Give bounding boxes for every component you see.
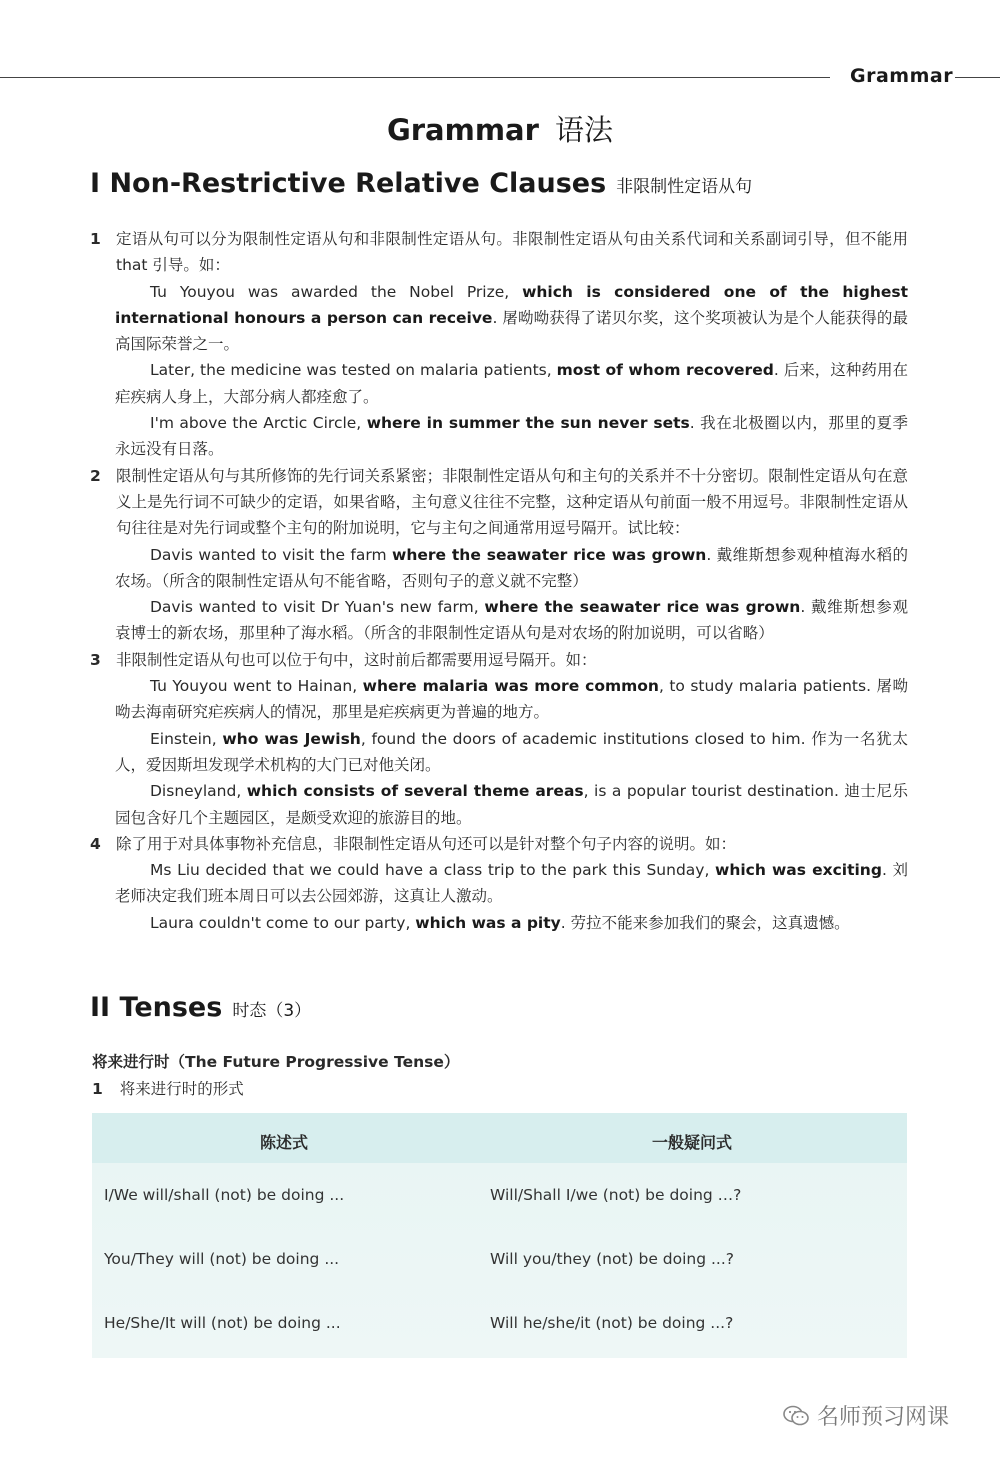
section-2-title: Tenses	[119, 992, 223, 1023]
tense-table	[92, 1113, 907, 1358]
page-title-zh: 语法	[555, 113, 614, 147]
example-clause: where in summer the sun never sets	[366, 414, 690, 433]
subheading-en: （The Future Progressive Tense）	[169, 1053, 460, 1071]
paragraph-number: 4	[90, 834, 101, 853]
example-clause: which consists of several theme areas	[246, 782, 584, 801]
table-cell: You/They will (not) be doing ...	[104, 1250, 340, 1268]
section-1-roman: I	[90, 168, 101, 199]
example-sentence	[115, 410, 908, 463]
example-plain: Later, the medicine was tested on malaria patients,	[150, 361, 557, 380]
example-translation: . 戴维斯想参观袁博士的新农场，那里种了海水稻。（所含的非限制性定语从句是对农场的附加说明，可以省略）	[115, 598, 909, 643]
example-sentence	[115, 357, 908, 410]
example-plain: Laura couldn't come to our party,	[150, 913, 416, 932]
table-cell: He/She/It will (not) be doing ...	[104, 1314, 341, 1332]
example-clause: which is considered one of the highest international honours a person can receive	[115, 282, 908, 327]
example-sentence	[115, 279, 908, 358]
example-translation: , found the doors of academic institutions closed to him. 作为一名犹太人，爱因斯坦发现学术机构的大门已对他关闭。	[115, 729, 908, 774]
example-plain: Davis wanted to visit Dr Yuan's new farm,	[150, 598, 485, 617]
numbered-paragraph	[90, 831, 908, 857]
page-title	[0, 108, 1000, 149]
example-clause: where the seawater rice was grown	[484, 598, 801, 617]
example-clause: which was exciting	[715, 861, 882, 880]
section-heading-2	[90, 992, 311, 1023]
running-header	[0, 32, 1000, 87]
example-translation: . 屠呦呦获得了诺贝尔奖，这个奖项被认为是个人能获得的最高国际荣誉之一。	[115, 308, 908, 354]
sub-item-number: 1	[92, 1080, 103, 1098]
example-plain: Ms Liu decided that we could have a class trip to the park this Sunday,	[150, 861, 716, 880]
subheading-zh: 将来进行时	[92, 1053, 170, 1071]
header-label: Grammar	[850, 65, 954, 87]
example-clause: where malaria was more common	[362, 677, 659, 696]
section-2-title-zh: 时态（3）	[232, 1001, 312, 1021]
section-1-body	[90, 226, 908, 936]
example-translation: , to study malaria patients. 屠呦呦去海南研究疟疾病人的情况，那里是疟疾病更为普遍的地方。	[115, 677, 908, 722]
paragraph-text: 定语从句可以分为限制性定语从句和非限制性定语从句。非限制性定语从句由关系代词和关系副词引导，但不能用 that 引导。如：	[116, 230, 908, 275]
example-clause: where the seawater rice was grown	[392, 545, 707, 564]
example-plain: Tu Youyou was awarded the Nobel Prize,	[150, 282, 523, 301]
paragraph-text: 非限制性定语从句也可以位于句中，这时前后都需要用逗号隔开。如：	[116, 650, 597, 669]
example-translation: . 后来，这种药用在疟疾病人身上，大部分病人都痊愈了。	[115, 361, 909, 406]
page-title-en: Grammar	[386, 113, 539, 147]
section-1-title-zh: 非限制性定语从句	[616, 177, 753, 197]
example-sentence	[115, 542, 908, 595]
example-sentence	[115, 778, 908, 831]
numbered-paragraph	[90, 463, 908, 542]
sub-item-text: 将来进行时的形式	[119, 1080, 244, 1098]
example-sentence	[115, 910, 908, 936]
header-rule-right	[955, 77, 1000, 78]
paragraph-number: 1	[90, 230, 101, 248]
example-plain: Tu Youyou went to Hainan,	[150, 677, 363, 696]
example-translation: . 我在北极圈以内，那里的夏季永远没有日落。	[115, 414, 909, 459]
subheading-future-progressive	[92, 1050, 459, 1072]
example-plain: Einstein,	[150, 729, 223, 748]
example-sentence	[115, 726, 908, 779]
numbered-paragraph	[90, 226, 908, 279]
paragraph-text: 限制性定语从句与其所修饰的先行词关系紧密；非限制性定语从句和主句的关系并不十分密切。限制性定语从句在意义上是先行词不可缺少的定语，如果省略，主句意义往往不完整，这种定语从句前面一般不用逗号。非限制性定语从句往往是对先行词或整个主句的附加说明，它与主句之间通常用逗号隔开。试比较：	[116, 466, 908, 538]
wechat-icon	[783, 1405, 809, 1427]
watermark-text: 名师预习网课	[817, 1405, 950, 1430]
header-rule	[0, 77, 830, 78]
table-header-declarative: 陈述式	[260, 1133, 309, 1152]
paragraph-number: 2	[90, 466, 101, 485]
example-translation: . 戴维斯想参观种植海水稻的农场。（所含的限制性定语从句不能省略，否则句子的意义就不完整）	[115, 545, 908, 590]
table-cell: Will he/she/it (not) be doing ...?	[490, 1314, 734, 1332]
example-plain: Disneyland,	[150, 782, 247, 801]
section-1-title: Non-Restrictive Relative Clauses	[109, 168, 607, 199]
table-cell: Will/Shall I/we (not) be doing …?	[490, 1186, 742, 1204]
example-translation: , is a popular tourist destination. 迪士尼乐园包含好几个主题园区，是颇受欢迎的旅游目的地。	[115, 782, 908, 827]
watermark	[783, 1400, 949, 1431]
example-translation: . 劳拉不能来参加我们的聚会，这真遗憾。	[560, 913, 850, 932]
example-sentence	[115, 594, 908, 647]
example-clause: most of whom recovered	[556, 361, 774, 380]
example-plain: Davis wanted to visit the farm	[150, 545, 392, 564]
example-clause: which was a pity	[415, 913, 561, 932]
example-sentence	[115, 673, 908, 726]
table-cell: I/We will/shall (not) be doing ...	[104, 1186, 345, 1204]
paragraph-number: 3	[90, 650, 101, 669]
section-heading-1	[90, 168, 752, 199]
example-sentence	[115, 857, 908, 910]
example-clause: who was Jewish	[222, 729, 361, 748]
example-translation: . 刘老师决定我们班本周日可以去公园郊游，这真让人激动。	[115, 861, 908, 906]
table-cell: Will you/they (not) be doing ...?	[490, 1250, 735, 1268]
paragraph-text: 除了用于对具体事物补充信息，非限制性定语从句还可以是针对整个句子内容的说明。如：	[116, 834, 737, 853]
numbered-paragraph	[90, 647, 908, 673]
example-plain: I'm above the Arctic Circle,	[150, 414, 367, 433]
table-header-interrogative: 一般疑问式	[652, 1133, 733, 1152]
sub-item-forms	[92, 1077, 244, 1099]
section-2-roman: II	[90, 992, 111, 1023]
